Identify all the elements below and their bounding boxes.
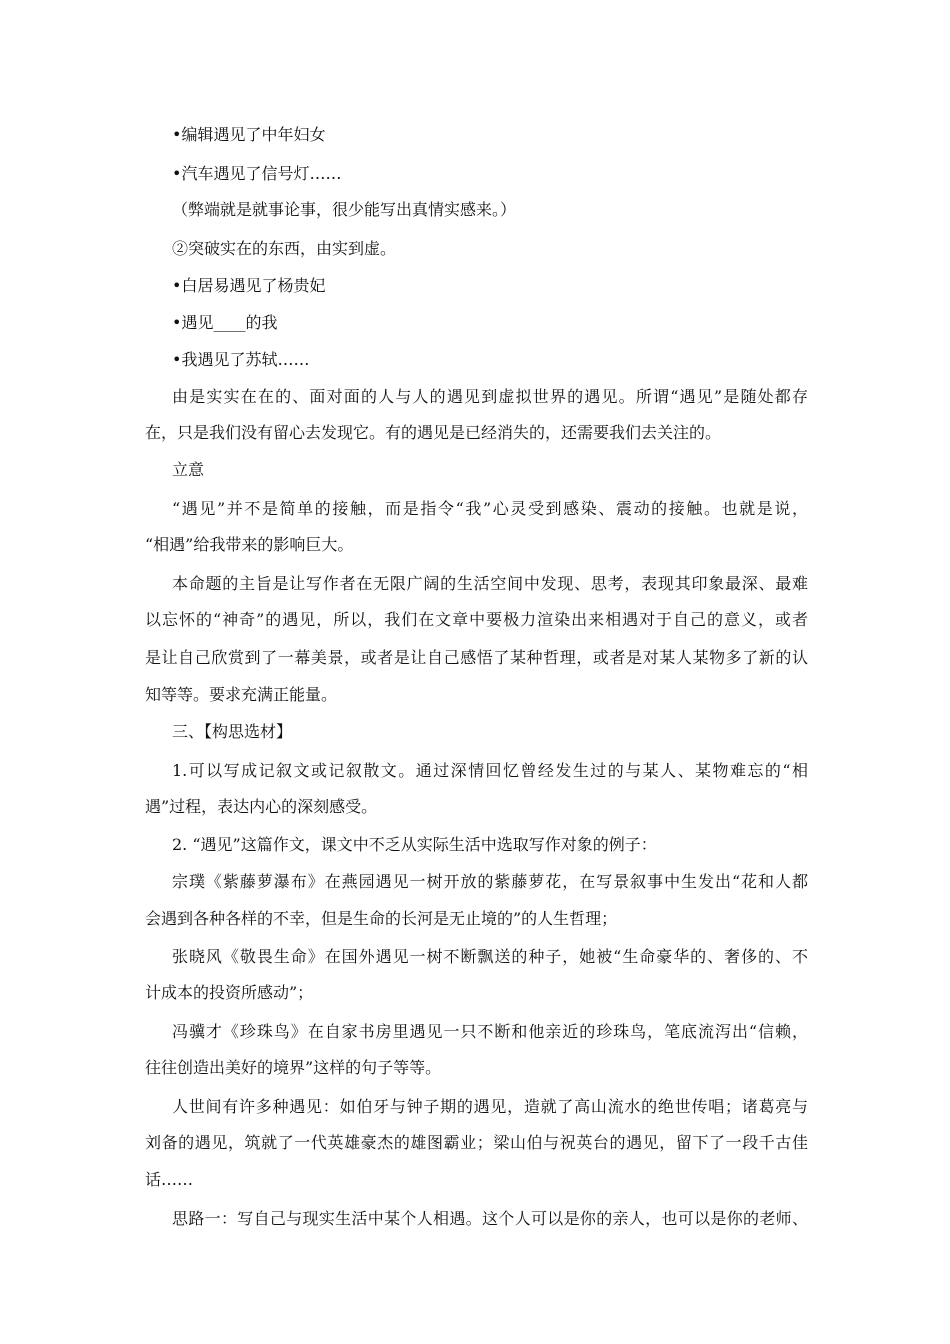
paragraph-line: 人世间有许多种遇见：如伯牙与钟子期的遇见，造就了高山流水的绝世传唱；诸葛亮与 (172, 1097, 808, 1116)
paragraph-line: 会遇到各种各样的不幸，但是生命的长河是无止境的”的人生哲理； (145, 909, 618, 928)
bullet-line: •白居易遇见了杨贵妃 (172, 276, 326, 295)
paragraph-line: “遇见”并不是简单的接触，而是指令“我”心灵受到感染、震动的接触。也就是说， (172, 499, 808, 518)
paragraph-line: 1.可以写成记叙文或记叙散文。通过深情回忆曾经发生过的与某人、某物难忘的“相 (172, 761, 808, 780)
paragraph-line: 往往创造出美好的境界”这样的句子等等。 (145, 1058, 442, 1077)
paragraph-line: 张晓风《敬畏生命》在国外遇见一树不断飘送的种子，她被“生命豪华的、奢侈的、不 (172, 947, 808, 966)
paragraph-line: 由是实实在在的、面对面的人与人的遇见到虚拟世界的遇见。所谓“遇见”是随处都存 (172, 387, 808, 406)
bullet-line: •遇见____的我 (172, 313, 278, 332)
paragraph-line: 是让自己欣赏到了一幕美景，或者是让自己感悟了某种哲理，或者是对某人某物多了新的认 (145, 648, 808, 667)
paragraph-line: 本命题的主旨是让写作者在无限广阔的生活空间中发现、思考，表现其印象最深、最难 (172, 574, 808, 593)
bullet-line: •编辑遇见了中年妇女 (172, 125, 326, 144)
paragraph-line: 在，只是我们没有留心去发现它。有的遇见是已经消失的，还需要我们去关注的。 (145, 423, 722, 442)
paragraph-line: 冯骥才《珍珠鸟》在自家书房里遇见一只不断和他亲近的珍珠鸟，笔底流泻出“信赖， (172, 1022, 808, 1041)
paragraph-line: 2. “遇见”这篇作文，课文中不乏从实际生活中选取写作对象的例子： (172, 835, 657, 854)
paragraph-line: 知等等。要求充满正能量。 (145, 685, 338, 704)
paragraph-line: 宗璞《紫藤萝瀑布》在燕园遇见一树开放的紫藤萝花，在写景叙事中生发出“花和人都 (172, 872, 808, 891)
section-heading: 立意 (172, 460, 205, 479)
paragraph-line: 思路一：写自己与现实生活中某个人相遇。这个人可以是你的亲人，也可以是你的老师、 (172, 1209, 808, 1228)
bullet-line: •汽车遇见了信号灯…… (172, 164, 342, 183)
paragraph-line: 话…… (145, 1170, 194, 1189)
paragraph-line: 遇”过程，表达内心的深刻感受。 (145, 797, 378, 816)
note-line: （弊端就是就事论事，很少能写出真情实感来。） (172, 200, 517, 219)
section-heading: 三、【构思选材】 (172, 722, 293, 741)
numbered-line: ②突破实在的东西，由实到虚。 (172, 239, 397, 258)
paragraph-line: 计成本的投资所感动”； (145, 983, 314, 1002)
bullet-line: •我遇见了苏轼…… (172, 350, 310, 369)
paragraph-line: 以忘怀的“神奇”的遇见，所以，我们在文章中要极力渲染出来相遇对于自己的意义，或者 (145, 610, 808, 629)
paragraph-line: 刘备的遇见，筑就了一代英雄豪杰的雄图霸业；梁山伯与祝英台的遇见，留下了一段千古佳 (145, 1133, 808, 1152)
paragraph-line: “相遇”给我带来的影响巨大。 (145, 535, 354, 554)
